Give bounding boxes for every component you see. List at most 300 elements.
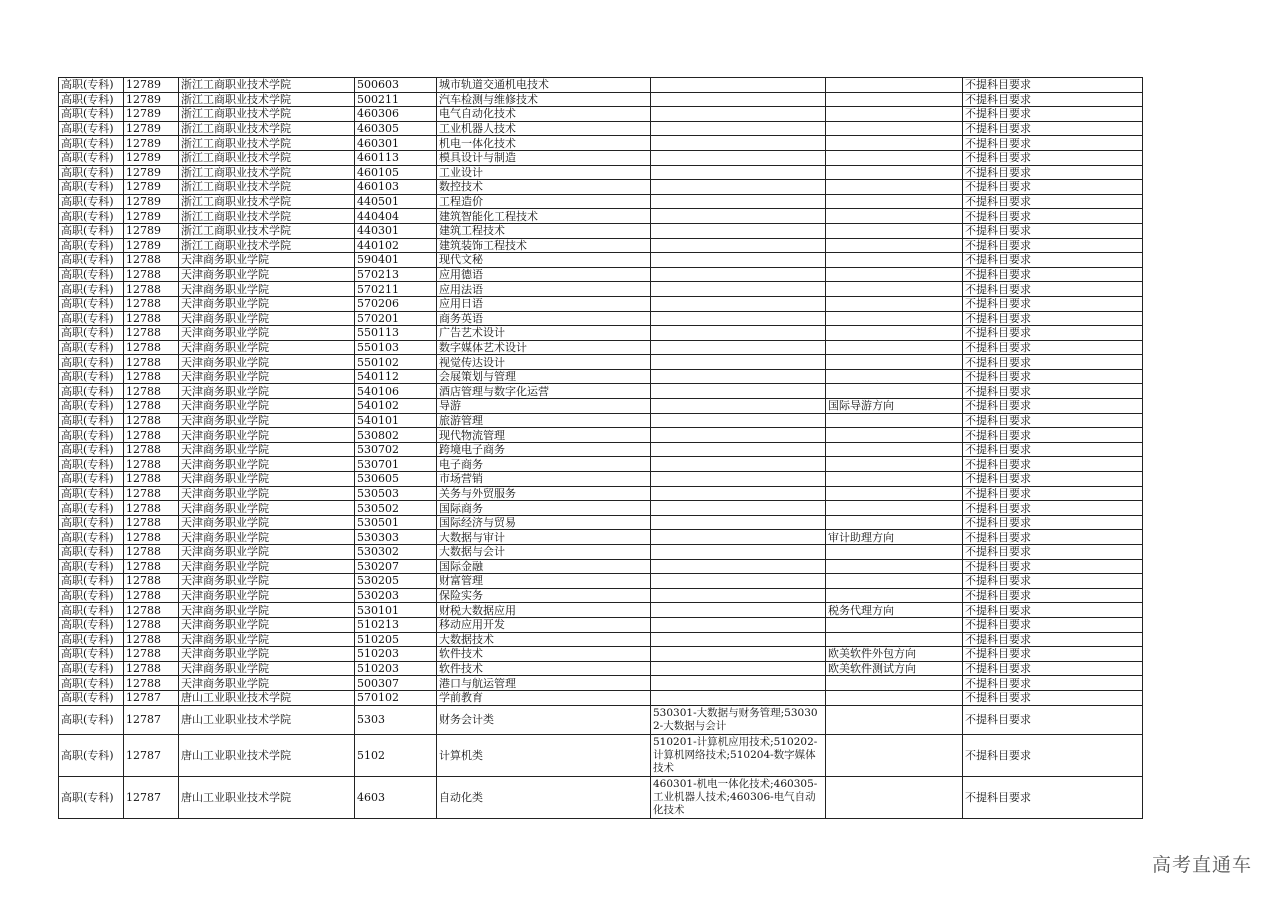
major-code-cell: 500307 — [355, 676, 437, 691]
included-majors-cell: 460301-机电一体化技术;460305-工业机器人技术;460306-电气自动化技术 — [651, 776, 826, 818]
school-code-cell: 12788 — [124, 369, 179, 384]
school-code-cell: 12788 — [124, 296, 179, 311]
included-majors-cell — [651, 457, 826, 472]
level-cell: 高职(专科) — [59, 223, 124, 238]
direction-cell — [826, 326, 963, 341]
direction-cell — [826, 384, 963, 399]
school-code-cell: 12789 — [124, 78, 179, 93]
direction-cell: 国际导游方向 — [826, 399, 963, 414]
requirement-cell: 不提科目要求 — [963, 399, 1143, 414]
table-row — [59, 355, 1143, 370]
school-code-cell: 12788 — [124, 442, 179, 457]
direction-cell — [826, 136, 963, 151]
requirement-cell: 不提科目要求 — [963, 472, 1143, 487]
major-name-cell: 工程造价 — [437, 194, 651, 209]
table-row — [59, 472, 1143, 487]
direction-cell — [826, 734, 963, 776]
direction-cell — [826, 428, 963, 443]
requirement-cell: 不提科目要求 — [963, 515, 1143, 530]
school-code-cell: 12789 — [124, 121, 179, 136]
major-code-cell: 500211 — [355, 92, 437, 107]
requirement-cell: 不提科目要求 — [963, 734, 1143, 776]
major-name-cell: 机电一体化技术 — [437, 136, 651, 151]
school-code-cell: 12788 — [124, 486, 179, 501]
major-code-cell: 550113 — [355, 326, 437, 341]
included-majors-cell — [651, 121, 826, 136]
major-code-cell: 530702 — [355, 442, 437, 457]
major-code-cell: 540101 — [355, 413, 437, 428]
school-code-cell: 12789 — [124, 107, 179, 122]
major-code-cell: 5303 — [355, 705, 437, 734]
school-code-cell: 12789 — [124, 165, 179, 180]
school-name-cell: 浙江工商职业技术学院 — [179, 78, 355, 93]
included-majors-cell: 530301-大数据与财务管理;530302-大数据与会计 — [651, 705, 826, 734]
major-name-cell: 建筑装饰工程技术 — [437, 238, 651, 253]
direction-cell — [826, 676, 963, 691]
major-code-cell: 530302 — [355, 545, 437, 560]
direction-cell — [826, 369, 963, 384]
major-name-cell: 跨境电子商务 — [437, 442, 651, 457]
level-cell: 高职(专科) — [59, 92, 124, 107]
major-name-cell: 导游 — [437, 399, 651, 414]
requirement-cell: 不提科目要求 — [963, 165, 1143, 180]
direction-cell: 税务代理方向 — [826, 603, 963, 618]
table-row — [59, 734, 1143, 776]
table-row — [59, 150, 1143, 165]
table-row — [59, 545, 1143, 560]
direction-cell — [826, 501, 963, 516]
included-majors-cell — [651, 588, 826, 603]
major-code-cell: 550103 — [355, 340, 437, 355]
requirement-cell: 不提科目要求 — [963, 413, 1143, 428]
direction-cell — [826, 107, 963, 122]
level-cell: 高职(专科) — [59, 603, 124, 618]
requirement-cell: 不提科目要求 — [963, 776, 1143, 818]
included-majors-cell — [651, 486, 826, 501]
table-row — [59, 632, 1143, 647]
level-cell: 高职(专科) — [59, 501, 124, 516]
school-code-cell: 12787 — [124, 776, 179, 818]
major-name-cell: 商务英语 — [437, 311, 651, 326]
requirement-cell: 不提科目要求 — [963, 559, 1143, 574]
included-majors-cell — [651, 690, 826, 705]
direction-cell — [826, 617, 963, 632]
level-cell: 高职(专科) — [59, 647, 124, 662]
included-majors-cell — [651, 326, 826, 341]
school-name-cell: 天津商务职业学院 — [179, 574, 355, 589]
major-name-cell: 财务会计类 — [437, 705, 651, 734]
major-name-cell: 视觉传达设计 — [437, 355, 651, 370]
table-row — [59, 107, 1143, 122]
level-cell: 高职(专科) — [59, 194, 124, 209]
included-majors-cell — [651, 223, 826, 238]
major-code-cell: 540106 — [355, 384, 437, 399]
direction-cell — [826, 690, 963, 705]
included-majors-cell — [651, 180, 826, 195]
major-name-cell: 工业机器人技术 — [437, 121, 651, 136]
direction-cell — [826, 457, 963, 472]
direction-cell — [826, 282, 963, 297]
table-row — [59, 136, 1143, 151]
requirement-cell: 不提科目要求 — [963, 238, 1143, 253]
direction-cell — [826, 632, 963, 647]
school-code-cell: 12788 — [124, 530, 179, 545]
requirement-cell: 不提科目要求 — [963, 311, 1143, 326]
school-name-cell: 天津商务职业学院 — [179, 647, 355, 662]
table-row — [59, 209, 1143, 224]
major-name-cell: 工业设计 — [437, 165, 651, 180]
school-name-cell: 天津商务职业学院 — [179, 545, 355, 560]
major-name-cell: 软件技术 — [437, 647, 651, 662]
admission-table — [58, 77, 1143, 819]
direction-cell — [826, 340, 963, 355]
direction-cell — [826, 442, 963, 457]
level-cell: 高职(专科) — [59, 442, 124, 457]
requirement-cell: 不提科目要求 — [963, 194, 1143, 209]
level-cell: 高职(专科) — [59, 340, 124, 355]
major-code-cell: 460105 — [355, 165, 437, 180]
major-name-cell: 港口与航运管理 — [437, 676, 651, 691]
school-name-cell: 天津商务职业学院 — [179, 603, 355, 618]
major-code-cell: 460301 — [355, 136, 437, 151]
table-row — [59, 574, 1143, 589]
major-name-cell: 建筑智能化工程技术 — [437, 209, 651, 224]
table-row — [59, 603, 1143, 618]
requirement-cell: 不提科目要求 — [963, 530, 1143, 545]
school-code-cell: 12789 — [124, 223, 179, 238]
requirement-cell: 不提科目要求 — [963, 647, 1143, 662]
level-cell: 高职(专科) — [59, 311, 124, 326]
major-code-cell: 570206 — [355, 296, 437, 311]
level-cell: 高职(专科) — [59, 121, 124, 136]
direction-cell — [826, 165, 963, 180]
table-row — [59, 165, 1143, 180]
included-majors-cell — [651, 369, 826, 384]
school-name-cell: 天津商务职业学院 — [179, 559, 355, 574]
requirement-cell: 不提科目要求 — [963, 136, 1143, 151]
major-name-cell: 数控技术 — [437, 180, 651, 195]
school-code-cell: 12788 — [124, 617, 179, 632]
requirement-cell: 不提科目要求 — [963, 632, 1143, 647]
school-name-cell: 天津商务职业学院 — [179, 632, 355, 647]
table-row — [59, 661, 1143, 676]
major-name-cell: 计算机类 — [437, 734, 651, 776]
requirement-cell: 不提科目要求 — [963, 92, 1143, 107]
major-name-cell: 现代物流管理 — [437, 428, 651, 443]
major-name-cell: 国际金融 — [437, 559, 651, 574]
major-code-cell: 440501 — [355, 194, 437, 209]
major-name-cell: 大数据技术 — [437, 632, 651, 647]
level-cell: 高职(专科) — [59, 530, 124, 545]
included-majors-cell — [651, 150, 826, 165]
school-name-cell: 浙江工商职业技术学院 — [179, 92, 355, 107]
school-name-cell: 天津商务职业学院 — [179, 428, 355, 443]
included-majors-cell — [651, 107, 826, 122]
requirement-cell: 不提科目要求 — [963, 209, 1143, 224]
major-name-cell: 广告艺术设计 — [437, 326, 651, 341]
included-majors-cell — [651, 559, 826, 574]
major-name-cell: 电子商务 — [437, 457, 651, 472]
major-code-cell: 540102 — [355, 399, 437, 414]
table-row — [59, 690, 1143, 705]
requirement-cell: 不提科目要求 — [963, 690, 1143, 705]
direction-cell — [826, 311, 963, 326]
school-name-cell: 浙江工商职业技术学院 — [179, 238, 355, 253]
school-code-cell: 12788 — [124, 501, 179, 516]
school-code-cell: 12788 — [124, 267, 179, 282]
major-name-cell: 国际经济与贸易 — [437, 515, 651, 530]
requirement-cell: 不提科目要求 — [963, 384, 1143, 399]
major-name-cell: 市场营销 — [437, 472, 651, 487]
school-code-cell: 12788 — [124, 647, 179, 662]
included-majors-cell — [651, 399, 826, 414]
requirement-cell: 不提科目要求 — [963, 355, 1143, 370]
table-row — [59, 559, 1143, 574]
major-code-cell: 570102 — [355, 690, 437, 705]
school-name-cell: 浙江工商职业技术学院 — [179, 209, 355, 224]
school-code-cell: 12788 — [124, 428, 179, 443]
requirement-cell: 不提科目要求 — [963, 676, 1143, 691]
requirement-cell: 不提科目要求 — [963, 340, 1143, 355]
school-name-cell: 天津商务职业学院 — [179, 457, 355, 472]
school-code-cell: 12789 — [124, 238, 179, 253]
table-row — [59, 486, 1143, 501]
school-name-cell: 浙江工商职业技术学院 — [179, 223, 355, 238]
school-name-cell: 天津商务职业学院 — [179, 530, 355, 545]
included-majors-cell — [651, 78, 826, 93]
major-code-cell: 570213 — [355, 267, 437, 282]
major-code-cell: 570201 — [355, 311, 437, 326]
major-name-cell: 大数据与审计 — [437, 530, 651, 545]
school-name-cell: 天津商务职业学院 — [179, 472, 355, 487]
school-code-cell: 12788 — [124, 588, 179, 603]
included-majors-cell — [651, 209, 826, 224]
watermark-text: 高考直通车 — [1151, 854, 1252, 876]
school-name-cell: 天津商务职业学院 — [179, 399, 355, 414]
level-cell: 高职(专科) — [59, 326, 124, 341]
major-name-cell: 数字媒体艺术设计 — [437, 340, 651, 355]
major-name-cell: 应用法语 — [437, 282, 651, 297]
direction-cell — [826, 253, 963, 268]
included-majors-cell — [651, 545, 826, 560]
included-majors-cell — [651, 603, 826, 618]
major-name-cell: 电气自动化技术 — [437, 107, 651, 122]
major-name-cell: 自动化类 — [437, 776, 651, 818]
direction-cell — [826, 267, 963, 282]
level-cell: 高职(专科) — [59, 238, 124, 253]
direction-cell — [826, 92, 963, 107]
direction-cell — [826, 209, 963, 224]
level-cell: 高职(专科) — [59, 617, 124, 632]
school-code-cell: 12788 — [124, 355, 179, 370]
school-name-cell: 唐山工业职业技术学院 — [179, 776, 355, 818]
requirement-cell: 不提科目要求 — [963, 442, 1143, 457]
school-name-cell: 天津商务职业学院 — [179, 501, 355, 516]
major-code-cell: 440404 — [355, 209, 437, 224]
included-majors-cell — [651, 676, 826, 691]
included-majors-cell — [651, 530, 826, 545]
table-row — [59, 413, 1143, 428]
school-code-cell: 12788 — [124, 661, 179, 676]
level-cell: 高职(专科) — [59, 136, 124, 151]
level-cell: 高职(专科) — [59, 253, 124, 268]
direction-cell — [826, 588, 963, 603]
major-name-cell: 学前教育 — [437, 690, 651, 705]
requirement-cell: 不提科目要求 — [963, 457, 1143, 472]
major-code-cell: 530303 — [355, 530, 437, 545]
major-name-cell: 旅游管理 — [437, 413, 651, 428]
included-majors-cell — [651, 501, 826, 516]
table-row — [59, 442, 1143, 457]
major-name-cell: 会展策划与管理 — [437, 369, 651, 384]
level-cell: 高职(专科) — [59, 355, 124, 370]
school-name-cell: 天津商务职业学院 — [179, 384, 355, 399]
major-code-cell: 530501 — [355, 515, 437, 530]
requirement-cell: 不提科目要求 — [963, 121, 1143, 136]
school-code-cell: 12789 — [124, 180, 179, 195]
table-row — [59, 78, 1143, 93]
direction-cell — [826, 223, 963, 238]
major-code-cell: 530101 — [355, 603, 437, 618]
requirement-cell: 不提科目要求 — [963, 574, 1143, 589]
school-name-cell: 天津商务职业学院 — [179, 267, 355, 282]
table-row — [59, 588, 1143, 603]
major-code-cell: 530205 — [355, 574, 437, 589]
table-body — [59, 78, 1143, 819]
level-cell: 高职(专科) — [59, 428, 124, 443]
major-code-cell: 550102 — [355, 355, 437, 370]
major-code-cell: 440102 — [355, 238, 437, 253]
school-code-cell: 12787 — [124, 690, 179, 705]
level-cell: 高职(专科) — [59, 150, 124, 165]
level-cell: 高职(专科) — [59, 399, 124, 414]
major-code-cell: 530802 — [355, 428, 437, 443]
level-cell: 高职(专科) — [59, 282, 124, 297]
school-code-cell: 12788 — [124, 282, 179, 297]
level-cell: 高职(专科) — [59, 472, 124, 487]
direction-cell — [826, 150, 963, 165]
level-cell: 高职(专科) — [59, 209, 124, 224]
school-name-cell: 天津商务职业学院 — [179, 369, 355, 384]
school-name-cell: 唐山工业职业技术学院 — [179, 705, 355, 734]
included-majors-cell — [651, 515, 826, 530]
table-row — [59, 776, 1143, 818]
school-name-cell: 天津商务职业学院 — [179, 588, 355, 603]
school-name-cell: 天津商务职业学院 — [179, 486, 355, 501]
major-code-cell: 460306 — [355, 107, 437, 122]
school-code-cell: 12789 — [124, 150, 179, 165]
table-row — [59, 647, 1143, 662]
school-name-cell: 天津商务职业学院 — [179, 355, 355, 370]
level-cell: 高职(专科) — [59, 369, 124, 384]
table-row — [59, 296, 1143, 311]
table-row — [59, 238, 1143, 253]
included-majors-cell — [651, 340, 826, 355]
requirement-cell: 不提科目要求 — [963, 326, 1143, 341]
table-row — [59, 340, 1143, 355]
level-cell: 高职(专科) — [59, 734, 124, 776]
table-row — [59, 194, 1143, 209]
table-row — [59, 705, 1143, 734]
included-majors-cell — [651, 413, 826, 428]
school-code-cell: 12787 — [124, 734, 179, 776]
included-majors-cell — [651, 617, 826, 632]
school-code-cell: 12788 — [124, 326, 179, 341]
direction-cell — [826, 559, 963, 574]
major-name-cell: 应用德语 — [437, 267, 651, 282]
included-majors-cell — [651, 253, 826, 268]
requirement-cell: 不提科目要求 — [963, 78, 1143, 93]
level-cell: 高职(专科) — [59, 413, 124, 428]
major-code-cell: 530502 — [355, 501, 437, 516]
major-name-cell: 移动应用开发 — [437, 617, 651, 632]
direction-cell — [826, 194, 963, 209]
requirement-cell: 不提科目要求 — [963, 428, 1143, 443]
major-code-cell: 4603 — [355, 776, 437, 818]
major-name-cell: 大数据与会计 — [437, 545, 651, 560]
school-name-cell: 天津商务职业学院 — [179, 296, 355, 311]
level-cell: 高职(专科) — [59, 107, 124, 122]
school-code-cell: 12788 — [124, 632, 179, 647]
direction-cell — [826, 78, 963, 93]
requirement-cell: 不提科目要求 — [963, 282, 1143, 297]
table-row — [59, 223, 1143, 238]
direction-cell — [826, 705, 963, 734]
major-code-cell: 570211 — [355, 282, 437, 297]
school-code-cell: 12789 — [124, 92, 179, 107]
requirement-cell: 不提科目要求 — [963, 705, 1143, 734]
included-majors-cell: 510201-计算机应用技术;510202-计算机网络技术;510204-数字媒体技术 — [651, 734, 826, 776]
requirement-cell: 不提科目要求 — [963, 545, 1143, 560]
table-row — [59, 369, 1143, 384]
direction-cell — [826, 545, 963, 560]
included-majors-cell — [651, 647, 826, 662]
school-name-cell: 唐山工业职业技术学院 — [179, 690, 355, 705]
level-cell: 高职(专科) — [59, 776, 124, 818]
major-code-cell: 510203 — [355, 647, 437, 662]
included-majors-cell — [651, 472, 826, 487]
school-code-cell: 12788 — [124, 399, 179, 414]
requirement-cell: 不提科目要求 — [963, 617, 1143, 632]
direction-cell: 欧美软件测试方向 — [826, 661, 963, 676]
school-name-cell: 浙江工商职业技术学院 — [179, 107, 355, 122]
included-majors-cell — [651, 384, 826, 399]
school-code-cell: 12788 — [124, 603, 179, 618]
school-code-cell: 12788 — [124, 384, 179, 399]
table-row — [59, 457, 1143, 472]
level-cell: 高职(专科) — [59, 165, 124, 180]
included-majors-cell — [651, 574, 826, 589]
requirement-cell: 不提科目要求 — [963, 253, 1143, 268]
included-majors-cell — [651, 311, 826, 326]
level-cell: 高职(专科) — [59, 632, 124, 647]
table-row — [59, 267, 1143, 282]
major-name-cell: 财税大数据应用 — [437, 603, 651, 618]
major-name-cell: 关务与外贸服务 — [437, 486, 651, 501]
direction-cell: 审计助理方向 — [826, 530, 963, 545]
requirement-cell: 不提科目要求 — [963, 223, 1143, 238]
level-cell: 高职(专科) — [59, 661, 124, 676]
major-code-cell: 530605 — [355, 472, 437, 487]
level-cell: 高职(专科) — [59, 486, 124, 501]
major-name-cell: 软件技术 — [437, 661, 651, 676]
direction-cell — [826, 574, 963, 589]
included-majors-cell — [651, 238, 826, 253]
major-code-cell: 460305 — [355, 121, 437, 136]
school-code-cell: 12788 — [124, 545, 179, 560]
included-majors-cell — [651, 296, 826, 311]
school-code-cell: 12788 — [124, 574, 179, 589]
